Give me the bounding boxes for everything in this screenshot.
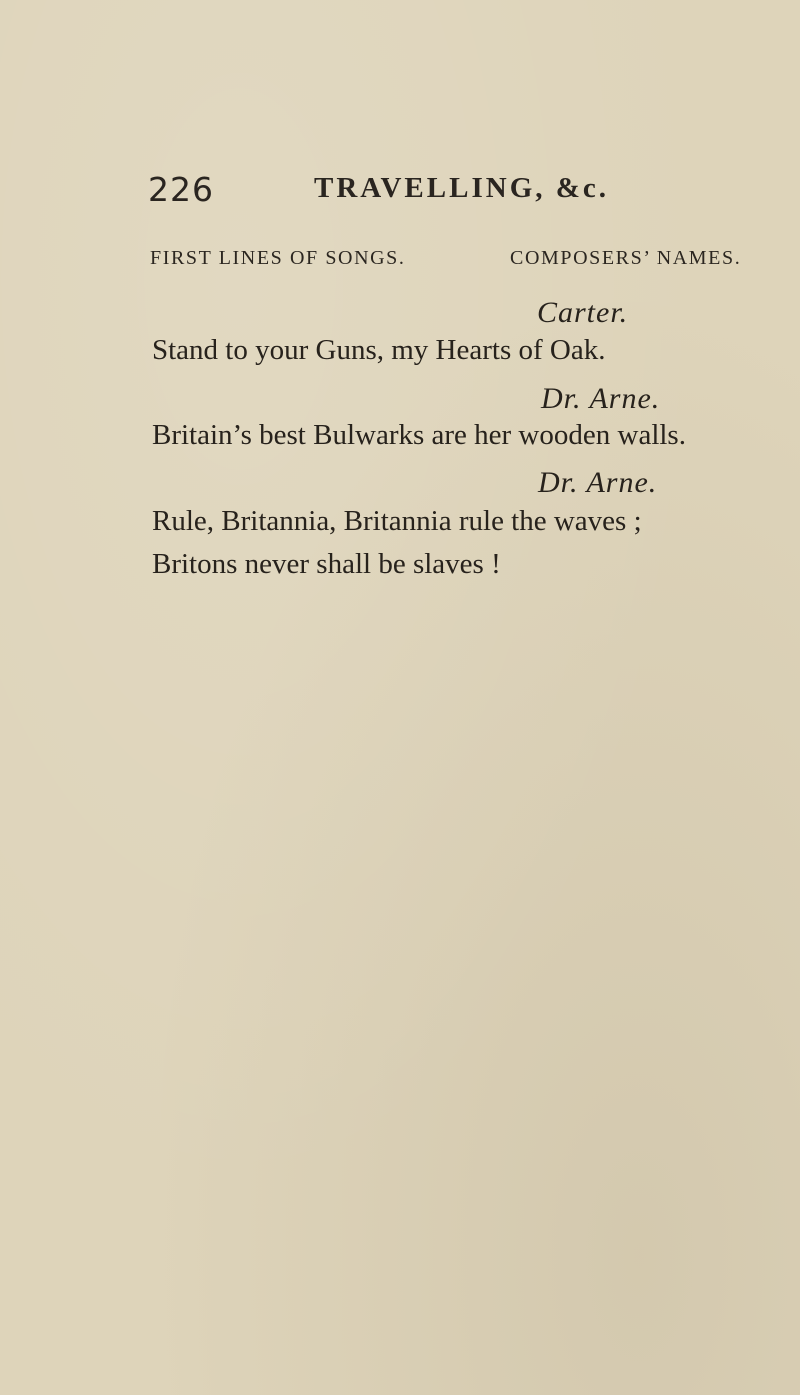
composers-column-header: COMPOSERS’ NAMES. bbox=[510, 247, 742, 269]
running-head bbox=[148, 170, 748, 214]
first-lines-column-header: FIRST LINES OF SONGS. bbox=[150, 247, 406, 269]
song-line-continuation: Britons never shall be slaves ! bbox=[152, 548, 501, 580]
running-title: TRAVELLING, &c. bbox=[314, 172, 610, 204]
song-first-line: Britain’s best Bulwarks are her wooden walls. bbox=[152, 419, 686, 451]
song-first-line: Stand to your Guns, my Hearts of Oak. bbox=[152, 334, 606, 366]
song-first-line: Rule, Britannia, Britannia rule the waves ; bbox=[152, 505, 642, 537]
composer-name: Dr. Arne. bbox=[541, 382, 661, 415]
composer-name: Dr. Arne. bbox=[538, 466, 658, 499]
page-number: 226 bbox=[148, 170, 214, 209]
composer-name: Carter. bbox=[537, 296, 629, 329]
